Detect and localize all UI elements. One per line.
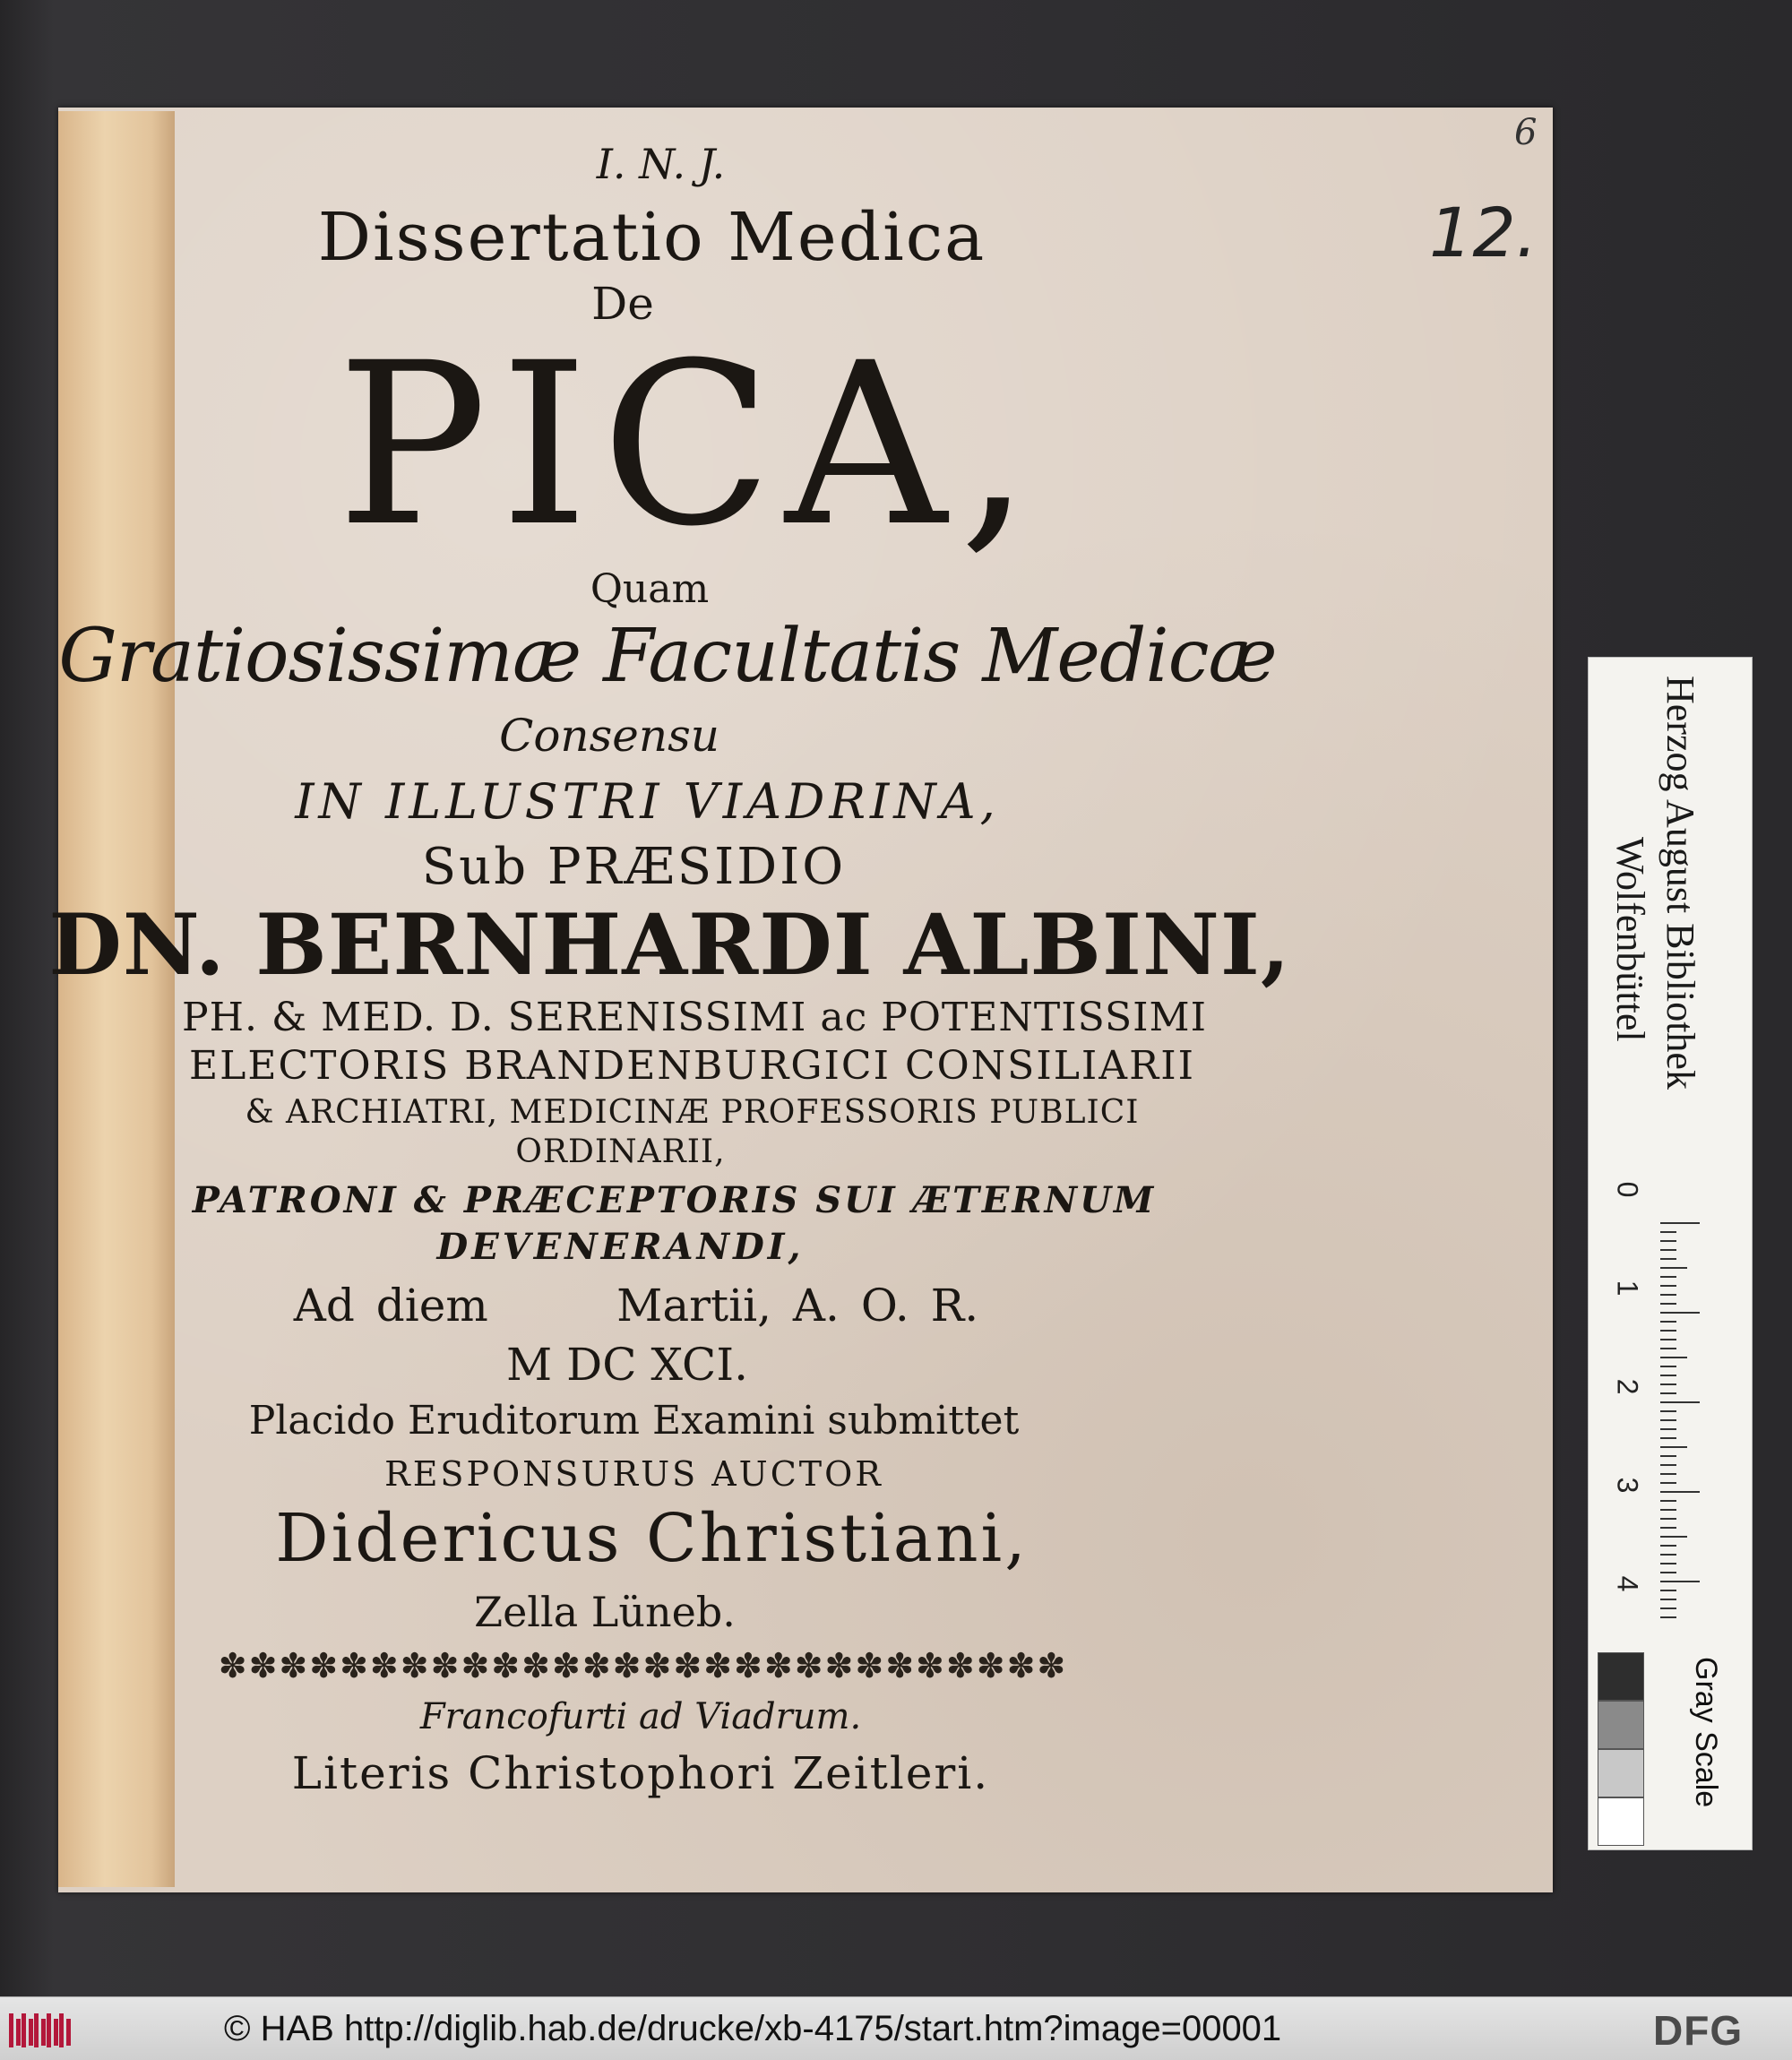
- ruler-tick: [1660, 1616, 1676, 1618]
- gray-swatch: [1598, 1701, 1644, 1749]
- ruler-tick: [1660, 1536, 1687, 1538]
- respondent-name: Didericus Christiani,: [275, 1500, 1029, 1577]
- ruler-tick: [1660, 1500, 1676, 1502]
- ruler-tick: [1660, 1348, 1676, 1349]
- praeses-title-4: ORDINARII,: [515, 1133, 726, 1170]
- respondent-origin: Zella Lüneb.: [474, 1588, 736, 1636]
- ruler-number: 2: [1611, 1378, 1644, 1395]
- ruler-tick: [1660, 1428, 1676, 1430]
- library-city: Wolfenbüttel: [1608, 837, 1652, 1042]
- ruler-tick: [1660, 1401, 1700, 1403]
- gray-swatch: [1598, 1797, 1644, 1846]
- shelf-number: 12.: [1429, 193, 1538, 272]
- ruler-tick: [1660, 1482, 1676, 1484]
- ruler-tick: [1660, 1357, 1687, 1358]
- praesidio-line: Sub PRÆSIDIO: [421, 838, 847, 896]
- library-name: Herzog August Bibliothek: [1658, 676, 1702, 1090]
- ruler-tick: [1660, 1455, 1676, 1457]
- respondent-label: RESPONSURUS AUCTOR: [384, 1454, 883, 1494]
- examini-line: Placido Eruditorum Examini submittet: [248, 1398, 1020, 1444]
- ruler-number: 1: [1611, 1280, 1644, 1297]
- imprint-printer: Literis Christophori Zeitleri.: [291, 1747, 990, 1799]
- ruler-tick: [1660, 1473, 1676, 1475]
- title-block: [48, 140, 1505, 1799]
- praeses-title-2: ELECTORIS BRANDENBURGICI CONSILIARII: [189, 1043, 1195, 1089]
- ruler-tick: [1660, 1258, 1676, 1260]
- ruler-tick: [1660, 1321, 1676, 1323]
- ruler-tick: [1660, 1437, 1676, 1439]
- ruler-tick: [1660, 1491, 1700, 1493]
- ruler-tick: [1660, 1249, 1676, 1251]
- ruler-tick: [1660, 1545, 1676, 1547]
- ornament-row: ✽✽✽✽✽✽✽✽✽✽✽✽✽✽✽✽✽✽✽✽✽✽✽✽✽✽✽✽: [218, 1646, 1068, 1685]
- corner-mark: 6: [1514, 112, 1538, 153]
- ruler-tick: [1660, 1294, 1676, 1296]
- ruler-tick: [1660, 1599, 1676, 1600]
- ruler-tick: [1660, 1392, 1676, 1394]
- ruler-tick: [1660, 1231, 1676, 1233]
- ruler-tick: [1660, 1240, 1676, 1242]
- consensu-line: Consensu: [499, 710, 719, 762]
- ruler-number: 4: [1611, 1575, 1644, 1592]
- ruler-number: 0: [1611, 1181, 1644, 1198]
- ruler-tick: [1660, 1607, 1676, 1609]
- dissertatio-line: Dissertatio Medica: [317, 199, 986, 276]
- ruler-tick: [1660, 1267, 1687, 1269]
- praeses-title-1: PH. & MED. D. SERENISSIMI ac POTENTISSIMI: [182, 995, 1207, 1040]
- hab-barcode-logo-icon: [9, 2008, 72, 2049]
- ruler-tick: [1660, 1563, 1676, 1564]
- ruler-tick: [1660, 1518, 1676, 1520]
- invocation-line: I. N. J.: [596, 140, 726, 188]
- centimeter-ruler: [1660, 1222, 1700, 1616]
- year-line: M DC XCI.: [506, 1339, 748, 1391]
- ruler-tick: [1660, 1375, 1676, 1376]
- ruler-tick: [1660, 1527, 1676, 1529]
- ruler-tick: [1660, 1509, 1676, 1511]
- ruler-tick: [1660, 1312, 1700, 1314]
- ruler-tick: [1660, 1419, 1676, 1421]
- patroni-line: PATRONI & PRÆCEPTORIS SUI ÆTERNUM: [192, 1179, 1157, 1221]
- ruler-tick: [1660, 1554, 1676, 1556]
- ruler-tick: [1660, 1464, 1676, 1466]
- ruler-tick: [1660, 1366, 1676, 1367]
- imprint-place: Francofurti ad Viadrum.: [419, 1696, 862, 1737]
- scale-card: [1588, 657, 1753, 1850]
- ruler-tick: [1660, 1446, 1687, 1448]
- gray-swatch: [1598, 1749, 1644, 1797]
- gray-scale-label: Gray Scale: [1689, 1657, 1723, 1808]
- ruler-tick: [1660, 1285, 1676, 1287]
- praeses-name: DN. BERNHARDI ALBINI,: [48, 896, 1291, 995]
- pica-title: PICA,: [336, 315, 1044, 575]
- dfg-logo: DFG: [1653, 2007, 1744, 2054]
- ruler-number: 3: [1611, 1477, 1644, 1494]
- ruler-tick: [1660, 1222, 1700, 1224]
- ruler-tick: [1660, 1572, 1676, 1573]
- ruler-tick: [1660, 1303, 1676, 1305]
- gray-swatch: [1598, 1652, 1644, 1701]
- de-line: De: [591, 278, 654, 330]
- viadrina-line: IN ILLUSTRI VIADRINA,: [295, 773, 1000, 830]
- faculty-line: Gratiosissimæ Facultatis Medicæ: [58, 614, 1277, 699]
- date-line: Ad diem Martii, A. O. R.: [293, 1280, 979, 1332]
- ruler-tick: [1660, 1276, 1676, 1278]
- devenerandi-line: DEVENERANDI,: [436, 1226, 805, 1268]
- ruler-tick: [1660, 1330, 1676, 1332]
- ruler-tick: [1660, 1410, 1676, 1412]
- copyright-url[interactable]: © HAB http://diglib.hab.de/drucke/xb-4175/start.htm?image=00001: [224, 2009, 1282, 2048]
- footer-bar: [0, 1996, 1792, 2060]
- quam-line: Quam: [590, 566, 710, 612]
- ruler-tick: [1660, 1339, 1676, 1340]
- ruler-tick: [1660, 1590, 1676, 1591]
- ruler-tick: [1660, 1581, 1700, 1582]
- praeses-title-3: & ARCHIATRI, MEDICINÆ PROFESSORIS PUBLICI: [245, 1094, 1140, 1131]
- ruler-tick: [1660, 1383, 1676, 1385]
